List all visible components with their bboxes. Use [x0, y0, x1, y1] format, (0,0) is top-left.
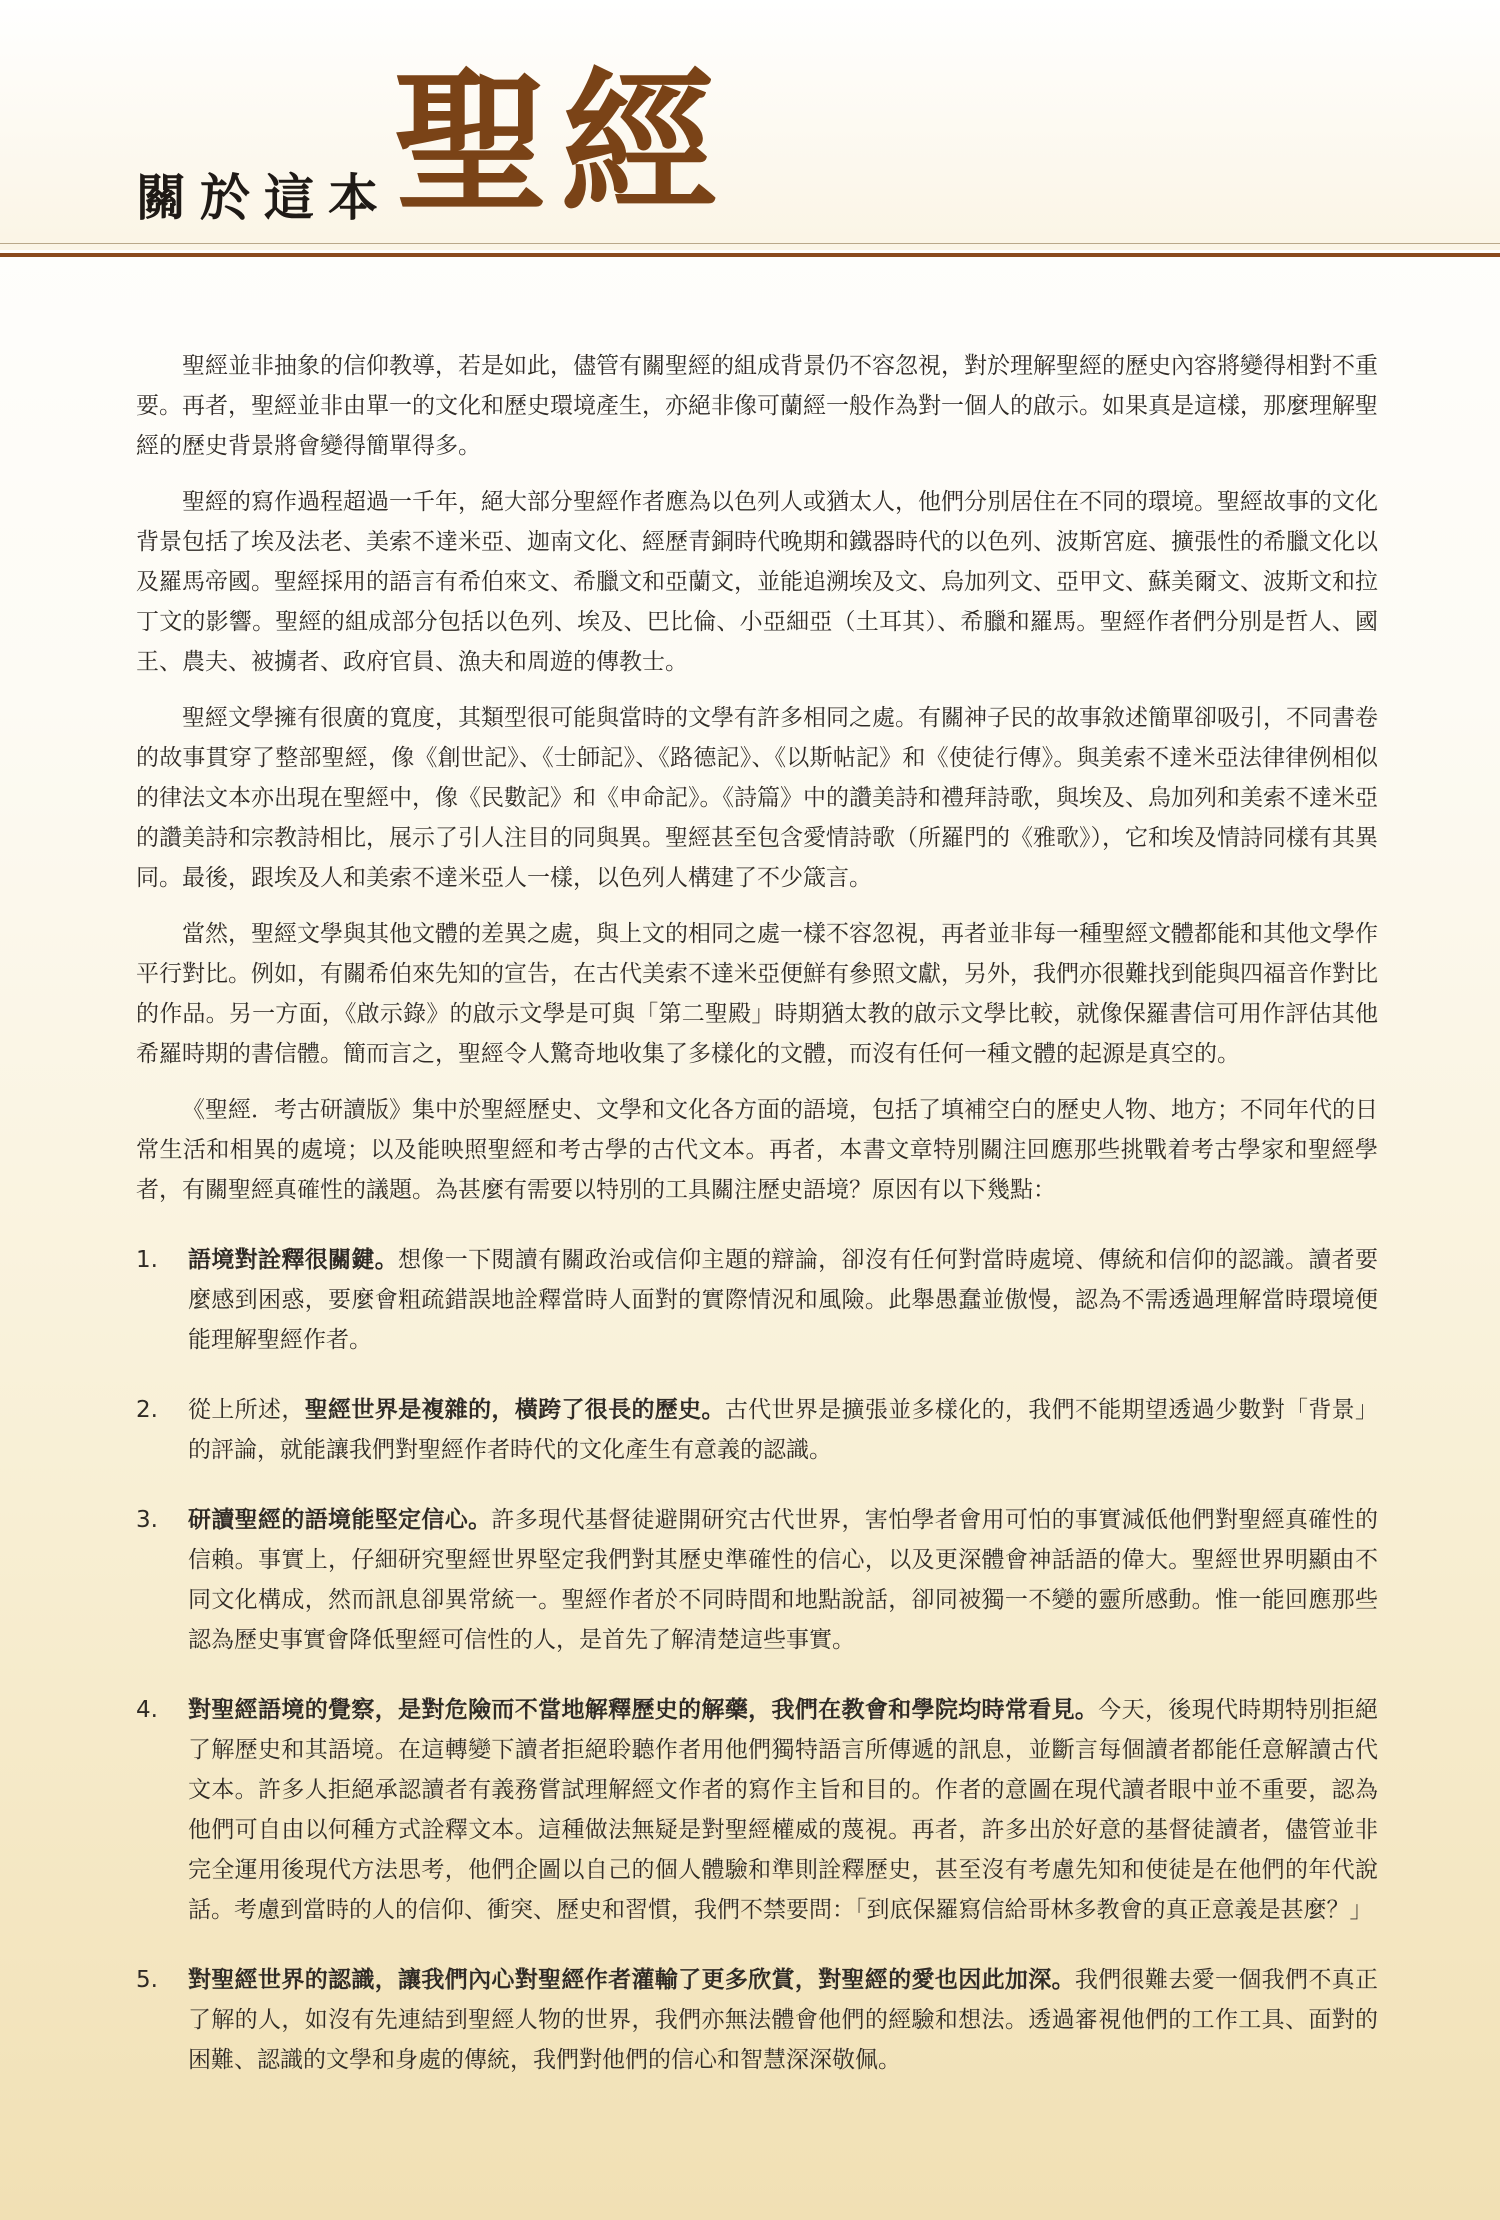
- list-item: [136, 1690, 1378, 1930]
- list-item-text: 我們很難去愛一個我們不真正了解的人，如沒有先連結到聖經人物的世界，我們亦無法體會他們的經驗和想法。透過審視他們的工作工具、面對的困難、認識的文學和身處的傳統，我們對他們的信心和智慧深深敬佩。: [188, 1967, 1379, 2073]
- list-item-text: 想像一下閱讀有關政治或信仰主題的辯論，卻沒有任何對當時處境、傳統和信仰的認識。讀者要麼感到困惑，要麼會粗疏錯誤地詮釋當時人面對的實際情況和風險。此舉愚蠢並傲慢，認為不需透過理解當時環境便能理解聖經作者。: [188, 1247, 1379, 1353]
- reasons-list: [136, 1240, 1378, 2080]
- list-item-number: 5.: [136, 1967, 158, 1993]
- paragraph-3: 聖經文學擁有很廣的寬度，其類型很可能與當時的文學有許多相同之處。有關神子民的故事敘述簡單卻吸引，不同書卷的故事貫穿了整部聖經，像《創世記》、《士師記》、《路德記》、《以斯帖記》和《使徒行傳》。與美索不達米亞法律律例相似的律法文本亦出現在聖經中，像《民數記》和《申命記》。《詩篇》中的讚美詩和禮拜詩歌，與埃及、烏加列和美索不達米亞的讚美詩和宗教詩相比，展示了引人注目的同與異。聖經甚至包含愛情詩歌（所羅門的《雅歌》），它和埃及情詩同樣有其異同。最後，跟埃及人和美索不達米亞人一樣，以色列人構建了不少箴言。: [136, 705, 1378, 891]
- paragraph-5: 《聖經．考古研讀版》集中於聖經歷史、文學和文化各方面的語境，包括了填補空白的歷史人物、地方；不同年代的日常生活和相異的處境；以及能映照聖經和考古學的古代文本。再者，本書文章特別關注回應那些挑戰着考古學家和聖經學者，有關聖經真確性的議題。為甚麼有需要以特別的工具關注歷史語境？原因有以下幾點：: [136, 1097, 1378, 1203]
- list-item-text: 許多現代基督徒避開研究古代世界，害怕學者會用可怕的事實減低他們對聖經真確性的信賴。事實上，仔細研究聖經世界堅定我們對其歷史準確性的信心，以及更深體會神話語的偉大。聖經世界明顯由不同文化構成，然而訊息卻異常統一。聖經作者於不同時間和地點說話，卻同被獨一不變的靈所感動。惟一能回應那些認為歷史事實會降低聖經可信性的人，是首先了解清楚這些事實。: [188, 1507, 1379, 1653]
- list-item-text: 古代世界是擴張並多樣化的，我們不能期望透過少數對「背景」的評論，就能讓我們對聖經作者時代的文化產生有意義的認識。: [188, 1397, 1379, 1463]
- list-item: [136, 1500, 1378, 1660]
- page-header: [0, 0, 1500, 250]
- list-item-prefix: 從上所述，: [188, 1397, 305, 1423]
- header-divider: [0, 253, 1500, 257]
- list-item: [136, 1240, 1378, 1360]
- header-subtitle: 關於這本: [136, 169, 392, 227]
- list-item-number: 2.: [136, 1397, 158, 1423]
- page-title: 聖經: [393, 53, 729, 235]
- list-item-number: 1.: [136, 1247, 158, 1273]
- header-thin-rule: [0, 243, 1500, 244]
- paragraph-1: 聖經並非抽象的信仰教導，若是如此，儘管有關聖經的組成背景仍不容忽視，對於理解聖經的歷史內容將變得相對不重要。再者，聖經並非由單一的文化和歷史環境產生，亦絕非像可蘭經一般作為對一個人的啟示。如果真是這樣，那麼理解聖經的歷史背景將會變得簡單得多。: [136, 353, 1378, 459]
- paragraph-4: 當然，聖經文學與其他文體的差異之處，與上文的相同之處一樣不容忽視，再者並非每一種聖經文體都能和其他文學作平行對比。例如，有關希伯來先知的宣告，在古代美索不達米亞便鮮有參照文獻，另外，我們亦很難找到能與四福音作對比的作品。另一方面，《啟示錄》的啟示文學是可與「第二聖殿」時期猶太教的啟示文學比較，就像保羅書信可用作評估其他希羅時期的書信體。簡而言之，聖經令人驚奇地收集了多樣化的文體，而沒有任何一種文體的起源是真空的。: [136, 921, 1378, 1067]
- list-item: [136, 1960, 1378, 2080]
- article-body: [136, 346, 1378, 2110]
- list-item-lead: 語境對詮釋很關鍵。: [188, 1247, 399, 1273]
- list-item-number: 3.: [136, 1507, 158, 1533]
- list-item-lead: 研讀聖經的語境能堅定信心。: [188, 1507, 492, 1533]
- list-item-text: 今天，後現代時期特別拒絕了解歷史和其語境。在這轉變下讀者拒絕聆聽作者用他們獨特語言所傳遞的訊息，並斷言每個讀者都能任意解讀古代文本。許多人拒絕承認讀者有義務嘗試理解經文作者的寫作主旨和目的。作者的意圖在現代讀者眼中並不重要，認為他們可自由以何種方式詮釋文本。這種做法無疑是對聖經權威的蔑視。再者，許多出於好意的基督徒讀者，儘管並非完全運用後現代方法思考，他們企圖以自己的個人體驗和準則詮釋歷史，甚至沒有考慮先知和使徒是在他們的年代說話。考慮到當時的人的信仰、衝突、歷史和習慣，我們不禁要問：「到底保羅寫信給哥林多教會的真正意義是甚麼？」: [188, 1697, 1379, 1923]
- list-item-number: 4.: [136, 1697, 158, 1723]
- list-item-lead: 聖經世界是複雜的，橫跨了很長的歷史。: [304, 1397, 725, 1423]
- list-item: [136, 1390, 1378, 1470]
- list-item-lead: 對聖經語境的覺察，是對危險而不當地解釋歷史的解藥，我們在教會和學院均時常看見。: [188, 1697, 1099, 1723]
- list-item-lead: 對聖經世界的認識，讓我們內心對聖經作者灌輸了更多欣賞，對聖經的愛也因此加深。: [188, 1967, 1075, 1993]
- paragraph-2: 聖經的寫作過程超過一千年，絕大部分聖經作者應為以色列人或猶太人，他們分別居住在不同的環境。聖經故事的文化背景包括了埃及法老、美索不達米亞、迦南文化、經歷青銅時代晚期和鐵器時代的以色列、波斯宮庭、擴張性的希臘文化以及羅馬帝國。聖經採用的語言有希伯來文、希臘文和亞蘭文，並能追溯埃及文、烏加列文、亞甲文、蘇美爾文、波斯文和拉丁文的影響。聖經的組成部分包括以色列、埃及、巴比倫、小亞細亞（土耳其）、希臘和羅馬。聖經作者們分別是哲人、國王、農夫、被擄者、政府官員、漁夫和周遊的傳教士。: [136, 489, 1378, 675]
